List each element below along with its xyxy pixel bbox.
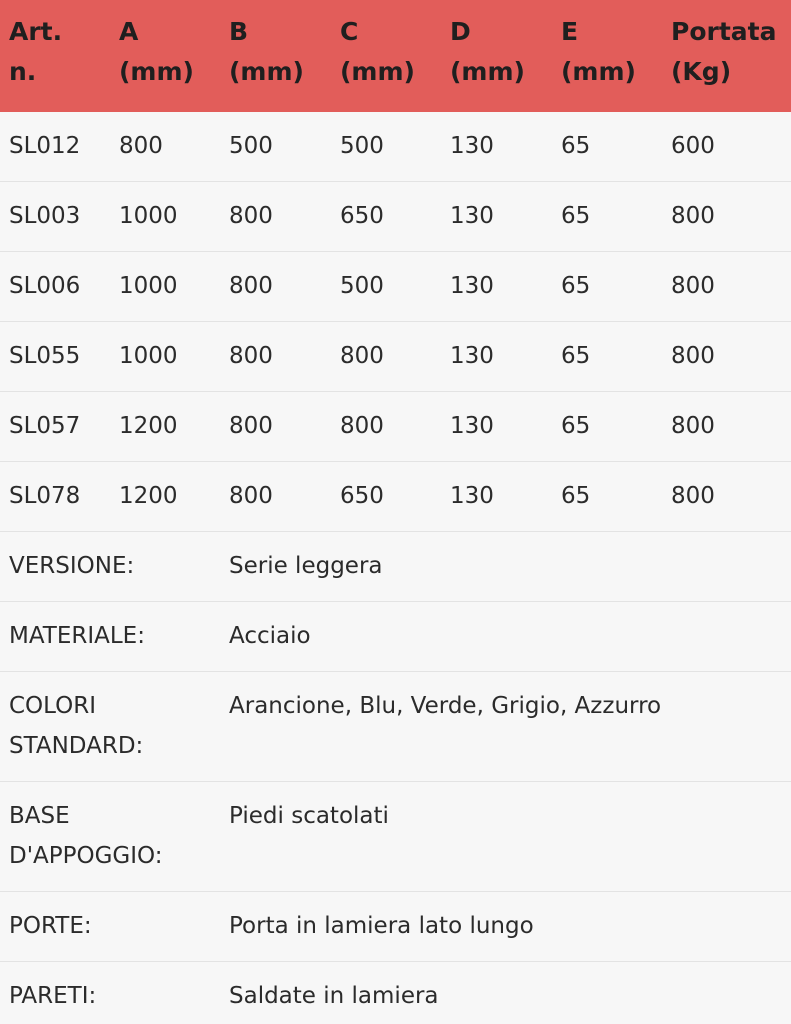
cell-c: 650 [331, 462, 441, 532]
cell-e: 65 [552, 392, 662, 462]
cell-art: SL003 [0, 182, 110, 252]
header-art-line1: Art. [9, 17, 63, 46]
cell-a: 1000 [110, 182, 220, 252]
header-art [0, 0, 110, 112]
property-label [0, 602, 220, 672]
header-c-line1: C [340, 17, 359, 46]
cell-b: 800 [220, 252, 331, 322]
header-c [331, 0, 441, 112]
header-a-line1: A [119, 17, 139, 46]
cell-art: SL078 [0, 462, 110, 532]
property-label-line1: PORTE: [9, 913, 92, 939]
property-value: Serie leggera [220, 532, 791, 602]
cell-c: 800 [331, 392, 441, 462]
cell-d: 130 [441, 112, 552, 182]
property-label [0, 782, 220, 892]
table-row [0, 112, 791, 182]
property-label [0, 892, 220, 962]
table-row [0, 182, 791, 252]
header-d-line2: (mm) [450, 57, 525, 86]
property-row-materiale [0, 602, 791, 672]
cell-portata: 800 [662, 252, 791, 322]
cell-b: 800 [220, 462, 331, 532]
cell-a: 800 [110, 112, 220, 182]
header-b-line2: (mm) [229, 57, 304, 86]
property-label-line1: MATERIALE: [9, 623, 145, 649]
cell-e: 65 [552, 112, 662, 182]
cell-e: 65 [552, 182, 662, 252]
cell-c: 500 [331, 112, 441, 182]
property-row-pareti [0, 962, 791, 1024]
cell-c: 800 [331, 322, 441, 392]
header-portata-line1: Portata [671, 17, 777, 46]
header-b-line1: B [229, 17, 249, 46]
header-e-line2: (mm) [561, 57, 636, 86]
property-label [0, 962, 220, 1024]
table-header [0, 0, 791, 112]
header-row [0, 0, 791, 112]
property-label-line1: COLORI [9, 693, 97, 719]
cell-a: 1000 [110, 252, 220, 322]
table-row [0, 252, 791, 322]
header-art-line2: n. [9, 57, 37, 86]
cell-c: 650 [331, 182, 441, 252]
header-e-line1: E [561, 17, 579, 46]
cell-a: 1000 [110, 322, 220, 392]
property-row-versione [0, 532, 791, 602]
cell-b: 800 [220, 392, 331, 462]
header-b [220, 0, 331, 112]
header-e [552, 0, 662, 112]
cell-e: 65 [552, 322, 662, 392]
property-label-line1: PARETI: [9, 983, 97, 1009]
property-label-line2: STANDARD: [9, 733, 144, 759]
header-d-line1: D [450, 17, 471, 46]
header-d [441, 0, 552, 112]
cell-portata: 800 [662, 182, 791, 252]
property-row-colori [0, 672, 791, 782]
cell-c: 500 [331, 252, 441, 322]
cell-b: 800 [220, 322, 331, 392]
header-portata-line2: (Kg) [671, 57, 732, 86]
property-row-porte [0, 892, 791, 962]
property-label-line1: VERSIONE: [9, 553, 135, 579]
properties-body [0, 532, 791, 1024]
cell-e: 65 [552, 462, 662, 532]
header-a [110, 0, 220, 112]
cell-art: SL006 [0, 252, 110, 322]
cell-portata: 800 [662, 322, 791, 392]
header-c-line2: (mm) [340, 57, 415, 86]
cell-a: 1200 [110, 462, 220, 532]
property-value: Porta in lamiera lato lungo [220, 892, 791, 962]
cell-portata: 600 [662, 112, 791, 182]
cell-b: 800 [220, 182, 331, 252]
table-row [0, 392, 791, 462]
cell-d: 130 [441, 252, 552, 322]
property-value: Acciaio [220, 602, 791, 672]
cell-d: 130 [441, 322, 552, 392]
cell-art: SL012 [0, 112, 110, 182]
cell-d: 130 [441, 462, 552, 532]
cell-d: 130 [441, 392, 552, 462]
table-row [0, 322, 791, 392]
property-label-line2: D'APPOGGIO: [9, 843, 163, 869]
property-row-base [0, 782, 791, 892]
cell-portata: 800 [662, 392, 791, 462]
cell-b: 500 [220, 112, 331, 182]
table-row [0, 462, 791, 532]
property-value: Piedi scatolati [220, 782, 791, 892]
table-body [0, 112, 791, 532]
cell-a: 1200 [110, 392, 220, 462]
property-label-line1: BASE [9, 803, 70, 829]
property-label [0, 672, 220, 782]
cell-e: 65 [552, 252, 662, 322]
cell-art: SL057 [0, 392, 110, 462]
header-a-line2: (mm) [119, 57, 194, 86]
cell-portata: 800 [662, 462, 791, 532]
property-value: Saldate in lamiera [220, 962, 791, 1024]
property-value: Arancione, Blu, Verde, Grigio, Azzurro [220, 672, 791, 782]
header-portata [662, 0, 791, 112]
property-label [0, 532, 220, 602]
cell-d: 130 [441, 182, 552, 252]
cell-art: SL055 [0, 322, 110, 392]
